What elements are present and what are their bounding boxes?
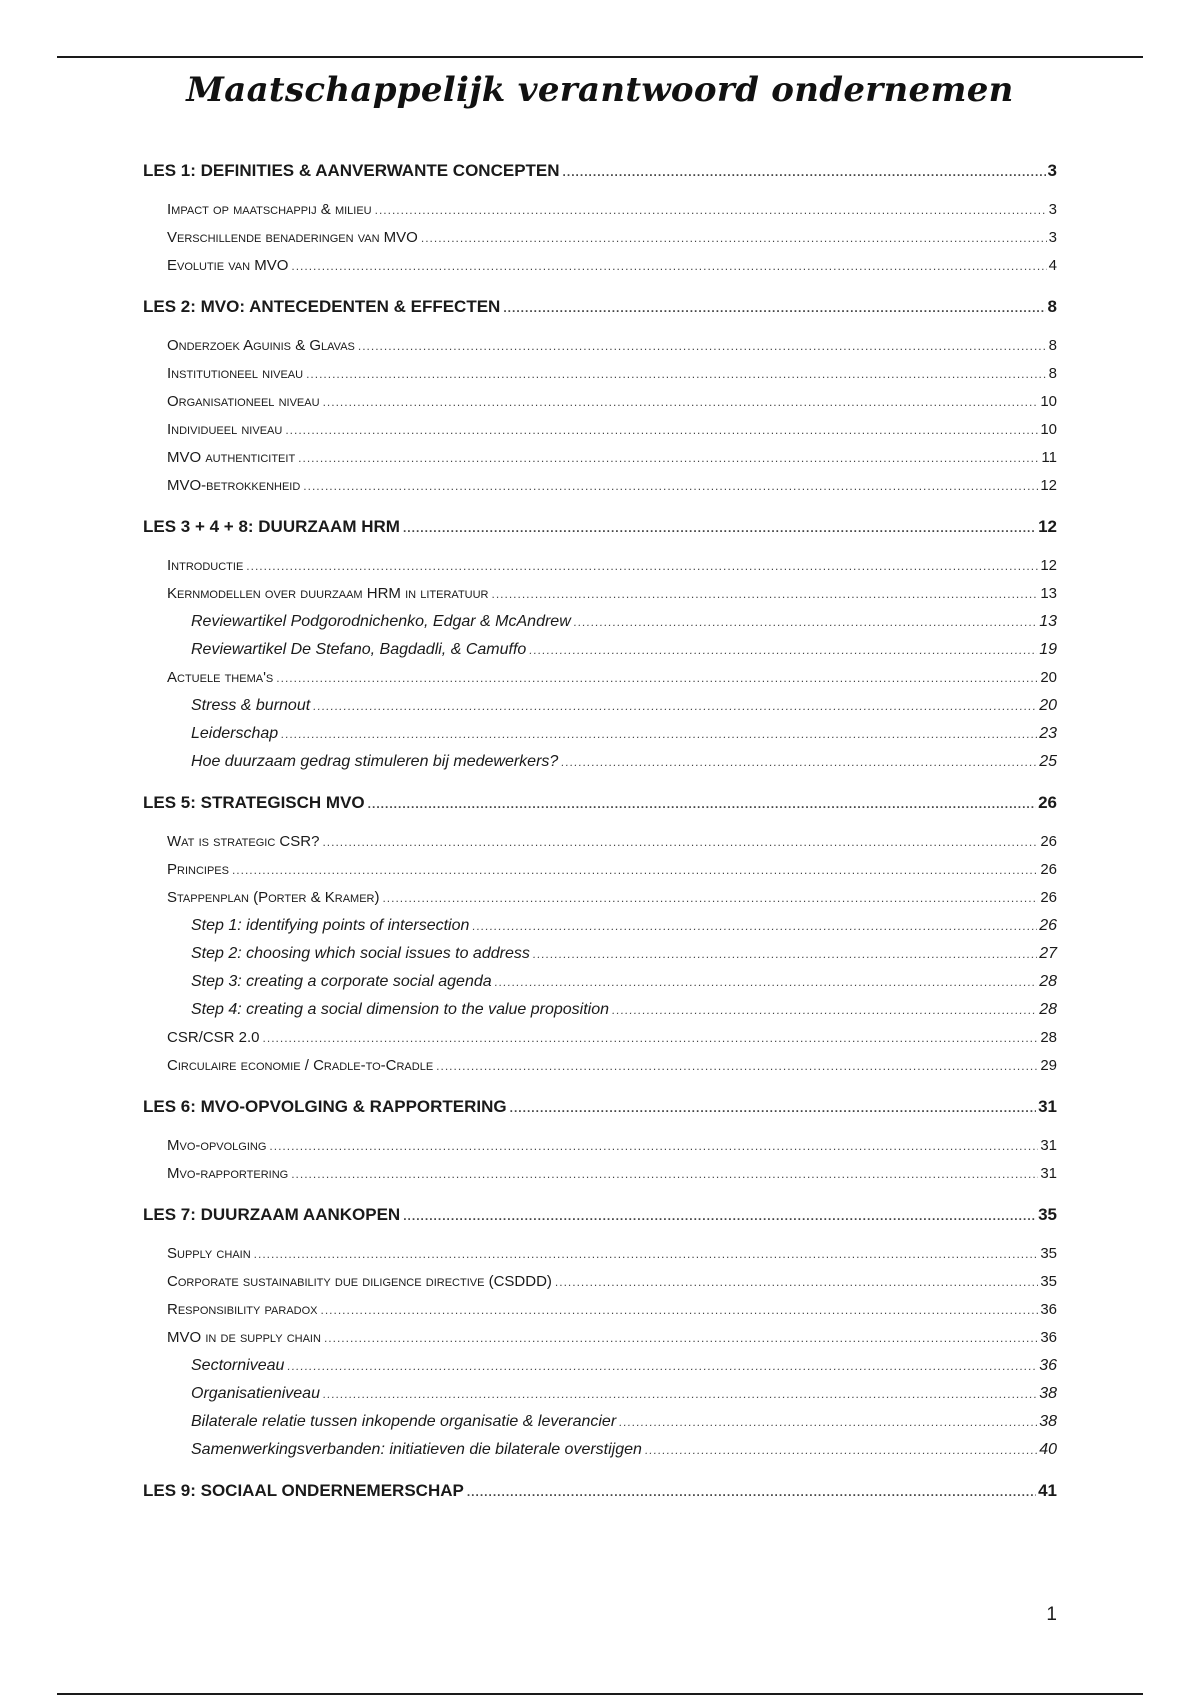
toc-chapter-entry[interactable]: [143, 788, 1057, 818]
toc-entry-title: Bilaterale relatie tussen inkopende organisatie & leverancier: [191, 1413, 617, 1430]
toc-entry-page: 40: [1039, 1441, 1057, 1458]
toc-entry-title: Stress & burnout: [191, 697, 311, 714]
toc-subsubsection-entry[interactable]: [143, 1436, 1057, 1464]
toc-entry-page: 26: [1040, 861, 1057, 878]
toc-subsubsection-entry[interactable]: [143, 692, 1057, 720]
dot-leader: [322, 828, 1038, 856]
toc-entry-page: 13: [1039, 613, 1057, 630]
dot-leader: [510, 1093, 1036, 1123]
toc-entry-title: Institutioneel niveau: [167, 365, 304, 382]
toc-subsection-entry[interactable]: [143, 1132, 1057, 1160]
toc-subsection-entry[interactable]: [143, 360, 1057, 388]
toc-subsubsection-entry[interactable]: [143, 1380, 1057, 1408]
dot-leader: [574, 608, 1037, 636]
toc-entry-title: Reviewartikel De Stefano, Bagdadli, & Camuffo: [191, 641, 527, 658]
dot-leader: [232, 856, 1038, 884]
toc-entry-title: Organisationeel niveau: [167, 393, 320, 410]
toc-subsection-entry[interactable]: [143, 252, 1057, 280]
dot-leader: [358, 332, 1047, 360]
dot-leader: [421, 224, 1047, 252]
toc-section: [143, 156, 1057, 280]
dot-leader: [254, 1240, 1039, 1268]
dot-leader: [492, 580, 1039, 608]
toc-subsubsection-entry[interactable]: [143, 1408, 1057, 1436]
dot-leader: [368, 789, 1036, 819]
toc-entry-page: 12: [1038, 517, 1057, 536]
toc-entry-page: 36: [1040, 1329, 1057, 1346]
toc-entry-page: 36: [1040, 1301, 1057, 1318]
toc-entry-title: Samenwerkingsverbanden: initiatieven die bilaterale overstijgen: [191, 1441, 642, 1458]
toc-subsection-entry[interactable]: [143, 1268, 1057, 1296]
toc-entry-title: Mvo-opvolging: [167, 1137, 267, 1154]
toc-entry-page: 12: [1040, 557, 1057, 574]
toc-entry-title: LES 1: DEFINITIES & AANVERWANTE CONCEPTEN: [143, 161, 560, 180]
toc-section: [143, 788, 1057, 1080]
toc-subsection-entry[interactable]: [143, 224, 1057, 252]
toc-entry-page: 38: [1039, 1385, 1057, 1402]
toc-subsection-entry[interactable]: [143, 332, 1057, 360]
toc-entry-page: 28: [1040, 1029, 1057, 1046]
toc-subsection-entry[interactable]: [143, 444, 1057, 472]
toc-chapter-entry[interactable]: [143, 292, 1057, 322]
toc-entry-page: 35: [1040, 1273, 1057, 1290]
toc-entry-title: Responsibility paradox: [167, 1301, 318, 1318]
dot-leader: [382, 884, 1038, 912]
toc-entry-title: Verschillende benaderingen van MVO: [167, 229, 418, 246]
dot-leader: [323, 388, 1039, 416]
toc-entry-page: 26: [1040, 889, 1057, 906]
toc-entry-title: Principes: [167, 861, 229, 878]
toc-chapter-entry[interactable]: [143, 512, 1057, 542]
toc-section: [143, 1200, 1057, 1464]
toc-entry-page: 8: [1047, 297, 1057, 316]
toc-subsection-entry[interactable]: [143, 196, 1057, 224]
toc-entry-title: Supply chain: [167, 1245, 251, 1262]
toc-chapter-entry[interactable]: [143, 1200, 1057, 1230]
toc-entry-page: 31: [1040, 1137, 1057, 1154]
toc-entry-title: Evolutie van MVO: [167, 257, 289, 274]
toc-entry-page: 3: [1048, 201, 1057, 218]
dot-leader: [291, 252, 1046, 280]
toc-subsection-entry[interactable]: [143, 1052, 1057, 1080]
dot-leader: [276, 664, 1038, 692]
toc-subsubsection-entry[interactable]: [143, 748, 1057, 776]
dot-leader: [563, 157, 1046, 187]
toc-entry-title: Step 3: creating a corporate social agenda: [191, 973, 492, 990]
toc-entry-title: Hoe duurzaam gedrag stimuleren bij medewerkers?: [191, 753, 559, 770]
toc-entry-page: 8: [1048, 365, 1057, 382]
dot-leader: [645, 1436, 1037, 1464]
toc-entry-title: Leiderschap: [191, 725, 279, 742]
toc-entry-title: Step 4: creating a social dimension to the value proposition: [191, 1001, 610, 1018]
toc-entry-title: LES 3 + 4 + 8: DUURZAAM HRM: [143, 517, 400, 536]
toc-entry-title: LES 5: STRATEGISCH MVO: [143, 793, 365, 812]
toc-chapter-entry[interactable]: [143, 1092, 1057, 1122]
toc-entry-page: 10: [1040, 421, 1057, 438]
toc-subsection-entry[interactable]: [143, 388, 1057, 416]
dot-leader: [436, 1052, 1038, 1080]
toc-subsection-entry[interactable]: [143, 580, 1057, 608]
dot-leader: [306, 360, 1047, 388]
toc-entry-title: Step 2: choosing which social issues to address: [191, 945, 530, 962]
toc-entry-page: 20: [1040, 669, 1057, 686]
toc-entry-title: Mvo-rapportering: [167, 1165, 289, 1182]
toc-subsection-entry[interactable]: [143, 416, 1057, 444]
dot-leader: [612, 996, 1037, 1024]
toc-section: [143, 512, 1057, 776]
toc-section: [143, 1476, 1057, 1506]
toc-entry-title: Introductie: [167, 557, 244, 574]
toc-section: [143, 292, 1057, 500]
toc-subsubsection-entry[interactable]: [143, 996, 1057, 1024]
toc-section: [143, 1092, 1057, 1188]
dot-leader: [467, 1477, 1036, 1507]
toc-subsubsection-entry[interactable]: [143, 912, 1057, 940]
toc-subsection-entry[interactable]: [143, 1024, 1057, 1052]
document-title: Maatschappelijk verantwoord ondernemen: [186, 70, 1014, 110]
toc-subsection-entry[interactable]: [143, 472, 1057, 500]
toc-entry-page: 20: [1039, 697, 1057, 714]
dot-leader: [324, 1324, 1038, 1352]
toc-subsection-entry[interactable]: [143, 884, 1057, 912]
toc-entry-title: Circulaire economie / Cradle-to-Cradle: [167, 1057, 434, 1074]
dot-leader: [263, 1024, 1039, 1052]
toc-entry-page: 38: [1039, 1413, 1057, 1430]
toc-subsection-entry[interactable]: [143, 1240, 1057, 1268]
toc-entry-page: 23: [1039, 725, 1057, 742]
dot-leader: [323, 1380, 1037, 1408]
toc-entry-page: 31: [1038, 1097, 1057, 1116]
toc-entry-page: 10: [1040, 393, 1057, 410]
toc-subsubsection-entry[interactable]: [143, 1352, 1057, 1380]
toc-entry-title: Step 1: identifying points of intersection: [191, 917, 470, 934]
toc-entry-title: Individueel niveau: [167, 421, 283, 438]
dot-leader: [285, 416, 1038, 444]
toc-subsection-entry[interactable]: [143, 664, 1057, 692]
toc-entry-page: 11: [1041, 449, 1057, 466]
toc-entry-page: 28: [1039, 1001, 1057, 1018]
page-number: 1: [1046, 1604, 1057, 1625]
dot-leader: [619, 1408, 1037, 1436]
dot-leader: [246, 552, 1038, 580]
dot-leader: [533, 940, 1037, 968]
dot-leader: [269, 1132, 1038, 1160]
toc-entry-title: MVO in de supply chain: [167, 1329, 321, 1346]
toc-entry-title: MVO authenticiteit: [167, 449, 296, 466]
toc-entry-title: Corporate sustainability due diligence directive (CSDDD): [167, 1273, 552, 1290]
dot-leader: [313, 692, 1037, 720]
toc-subsection-entry[interactable]: [143, 552, 1057, 580]
toc-entry-page: 13: [1040, 585, 1057, 602]
toc-entry-title: Onderzoek Aguinis & Glavas: [167, 337, 355, 354]
toc-entry-title: Impact op maatschappij & milieu: [167, 201, 372, 218]
toc-entry-title: Organisatieniveau: [191, 1385, 320, 1402]
dot-leader: [503, 293, 1045, 323]
toc-subsection-entry[interactable]: [143, 1324, 1057, 1352]
dot-leader: [403, 1201, 1036, 1231]
toc-entry-page: 35: [1038, 1205, 1057, 1224]
toc-entry-title: LES 6: MVO-OPVOLGING & RAPPORTERING: [143, 1097, 507, 1116]
dot-leader: [495, 968, 1038, 996]
toc-entry-page: 3: [1048, 229, 1057, 246]
bottom-rule: [57, 1693, 1143, 1695]
toc-entry-page: 26: [1038, 793, 1057, 812]
toc-entry-page: 25: [1039, 753, 1057, 770]
toc-entry-page: 12: [1040, 477, 1057, 494]
toc-entry-page: 31: [1040, 1165, 1057, 1182]
toc-subsubsection-entry[interactable]: [143, 940, 1057, 968]
dot-leader: [287, 1352, 1037, 1380]
toc-subsubsection-entry[interactable]: [143, 968, 1057, 996]
toc-entry-title: Reviewartikel Podgorodnichenko, Edgar & McAndrew: [191, 613, 571, 630]
dot-leader: [472, 912, 1037, 940]
toc-chapter-entry[interactable]: [143, 1476, 1057, 1506]
dot-leader: [321, 1296, 1039, 1324]
toc-entry-title: MVO-betrokkenheid: [167, 477, 301, 494]
toc-entry-page: 28: [1039, 973, 1057, 990]
top-rule: [57, 56, 1143, 58]
toc-chapter-entry[interactable]: [143, 156, 1057, 186]
toc-entry-title: LES 7: DUURZAAM AANKOPEN: [143, 1205, 401, 1224]
dot-leader: [298, 444, 1039, 472]
toc-entry-title: Sectorniveau: [191, 1357, 285, 1374]
toc-entry-title: CSR/CSR 2.0: [167, 1029, 260, 1046]
toc-entry-page: 26: [1040, 833, 1057, 850]
toc-entry-title: Wat is strategic CSR?: [167, 833, 320, 850]
dot-leader: [529, 636, 1037, 664]
dot-leader: [403, 513, 1036, 543]
toc-entry-page: 8: [1048, 337, 1057, 354]
toc-subsection-entry[interactable]: [143, 828, 1057, 856]
toc-subsubsection-entry[interactable]: [143, 720, 1057, 748]
toc-subsubsection-entry[interactable]: [143, 636, 1057, 664]
toc-entry-page: 19: [1039, 641, 1057, 658]
toc-entry-page: 41: [1038, 1481, 1057, 1500]
toc-entry-page: 35: [1040, 1245, 1057, 1262]
toc-entry-title: Stappenplan (Porter & Kramer): [167, 889, 380, 906]
toc-entry-title: Kernmodellen over duurzaam HRM in literatuur: [167, 585, 489, 602]
toc-entry-page: 27: [1039, 945, 1057, 962]
toc-entry-title: LES 9: SOCIAAL ONDERNEMERSCHAP: [143, 1481, 464, 1500]
toc-entry-page: 36: [1039, 1357, 1057, 1374]
dot-leader: [375, 196, 1047, 224]
toc-subsection-entry[interactable]: [143, 1160, 1057, 1188]
toc-subsection-entry[interactable]: [143, 856, 1057, 884]
dot-leader: [303, 472, 1038, 500]
dot-leader: [281, 720, 1037, 748]
table-of-contents: [143, 156, 1057, 1516]
toc-entry-page: 4: [1048, 257, 1057, 274]
toc-subsection-entry[interactable]: [143, 1296, 1057, 1324]
dot-leader: [555, 1268, 1038, 1296]
toc-entry-title: Actuele thema's: [167, 669, 274, 686]
toc-entry-title: LES 2: MVO: ANTECEDENTEN & EFFECTEN: [143, 297, 501, 316]
dot-leader: [291, 1160, 1038, 1188]
toc-subsubsection-entry[interactable]: [143, 608, 1057, 636]
dot-leader: [561, 748, 1037, 776]
toc-entry-page: 26: [1039, 917, 1057, 934]
toc-entry-page: 3: [1047, 161, 1057, 180]
toc-entry-page: 29: [1040, 1057, 1057, 1074]
